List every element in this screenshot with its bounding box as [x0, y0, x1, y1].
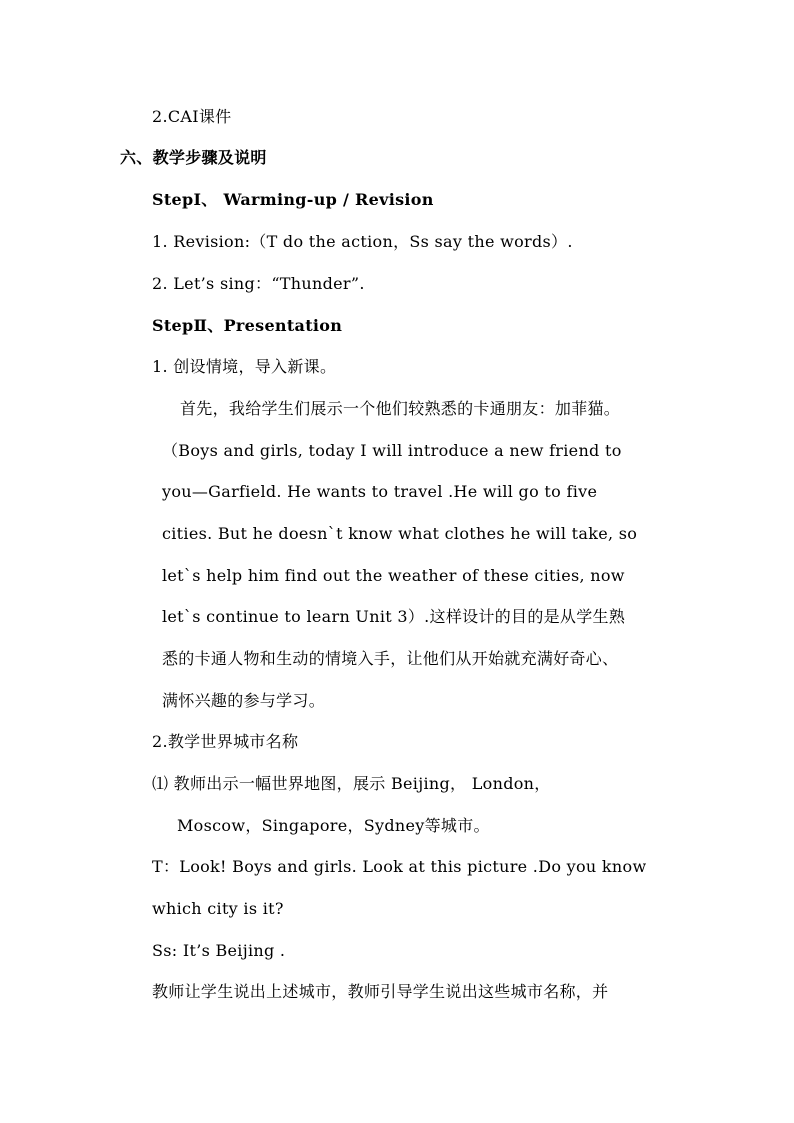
paragraph-line: cities. But he doesn`t know what clothes he will take, so [162, 524, 638, 543]
dialogue-teacher-cont: which city is it? [152, 899, 284, 918]
section-heading-teaching-steps: 六、教学步骤及说明 [120, 148, 267, 167]
paragraph-line: you—Garfield. He wants to travel .He will go to five [162, 482, 598, 501]
paragraph-line: 首先，我给学生们展示一个他们较熟悉的卡通朋友：加菲猫。 [180, 399, 621, 418]
paragraph-line: let`s continue to learn Unit 3）.这样设计的目的是从学生熟 [162, 607, 626, 626]
dialogue-teacher: T：Look! Boys and girls. Look at this picture .Do you know [152, 857, 647, 876]
step-heading-presentation: StepⅡ、Presentation [152, 316, 343, 335]
dialogue-students: Ss: It’s Beijing . [152, 941, 286, 960]
paragraph-line: （Boys and girls, today I will introduce a new friend to [162, 441, 622, 460]
instruction-line: ⑴ 教师出示一幅世界地图，展示 Beijing， London， [152, 774, 551, 793]
step-heading-warming-up: StepⅠ、 Warming-up / Revision [152, 190, 434, 209]
revision-item: 1. Revision:（T do the action，Ss say the words）. [152, 232, 573, 251]
instruction-line: Moscow，Singapore，Sydney等城市。 [177, 816, 490, 835]
paragraph-line: 教师让学生说出上述城市，教师引导学生说出这些城市名称，并 [152, 982, 609, 1001]
paragraph-line: let`s help him find out the weather of these cities, now [162, 566, 625, 585]
subheading-create-situation: 1. 创设情境，导入新课。 [152, 357, 337, 376]
paragraph-line: 悉的卡通人物和生动的情境入手，让他们从开始就充满好奇心、 [162, 649, 619, 668]
subheading-world-cities: 2.教学世界城市名称 [152, 732, 299, 751]
song-item: 2. Let’s sing：“Thunder”. [152, 274, 365, 293]
material-item-cai: 2.CAI课件 [152, 107, 232, 126]
paragraph-line: 满怀兴趣的参与学习。 [162, 691, 326, 710]
